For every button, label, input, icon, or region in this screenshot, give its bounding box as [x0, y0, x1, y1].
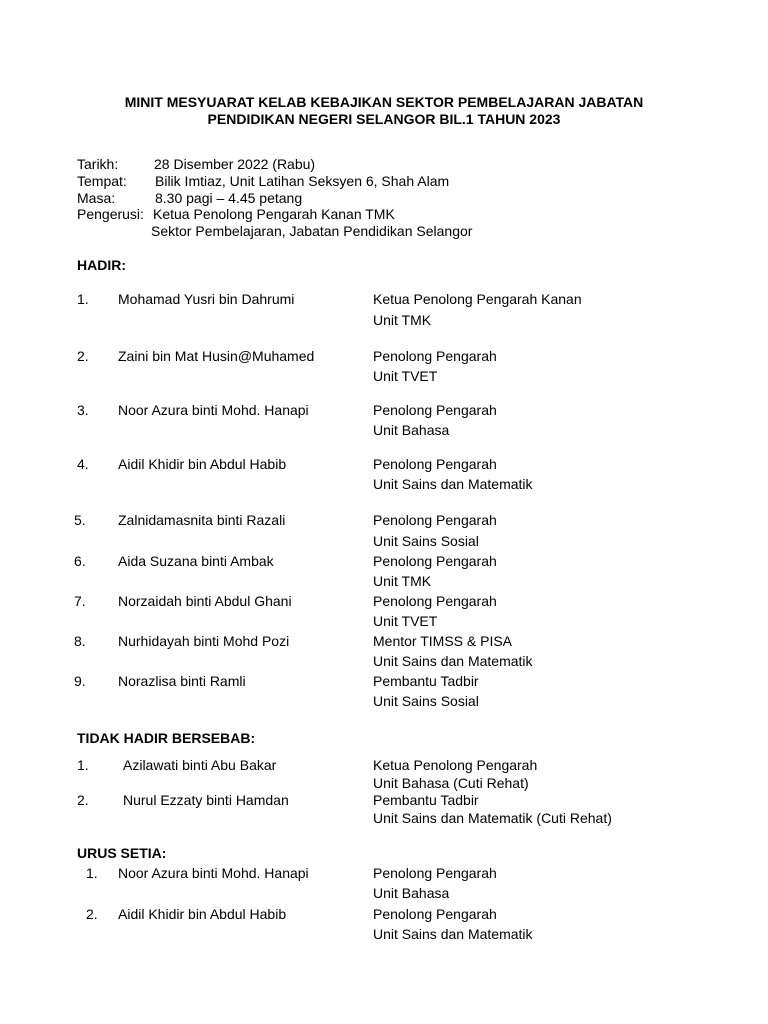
tempat-label: Tempat:	[77, 173, 127, 189]
item-role: Penolong Pengarah	[373, 402, 497, 418]
item-name: Norazlisa binti Ramli	[118, 673, 246, 689]
tarikh-value: 28 Disember 2022 (Rabu)	[154, 156, 316, 172]
tempat-value: Bilik Imtiaz, Unit Latihan Seksyen 6, Shah Alam	[155, 173, 450, 189]
item-name: Zalnidamasnita binti Razali	[118, 512, 286, 528]
item-number: 2.	[86, 906, 98, 922]
item-role: Ketua Penolong Pengarah Kanan	[373, 291, 582, 307]
item-role: Penolong Pengarah	[373, 906, 497, 922]
item-name: Noor Azura binti Mohd. Hanapi	[118, 865, 309, 881]
tarikh-label: Tarikh:	[77, 156, 119, 172]
pengerusi-label: Pengerusi:	[77, 206, 144, 222]
item-unit: Unit Sains Sosial	[373, 533, 479, 549]
item-name: Zaini bin Mat Husin@Muhamed	[118, 348, 315, 364]
pengerusi-line2: Sektor Pembelajaran, Jabatan Pendidikan Selangor	[151, 223, 473, 239]
item-unit: Unit TVET	[373, 613, 438, 629]
pengerusi-line1: Ketua Penolong Pengarah Kanan TMK	[153, 206, 395, 222]
item-number: 8.	[74, 633, 86, 649]
item-number: 1.	[86, 865, 98, 881]
item-role: Penolong Pengarah	[373, 348, 497, 364]
item-number: 2.	[77, 792, 89, 808]
item-name: Aidil Khidir bin Abdul Habib	[118, 456, 287, 472]
item-number: 1.	[77, 291, 89, 307]
document-title-line1: MINIT MESYUARAT KELAB KEBAJIKAN SEKTOR PEMBELAJARAN JABATAN	[124, 94, 644, 110]
item-number: 6.	[74, 553, 86, 569]
item-number: 7.	[74, 593, 86, 609]
document-title-line2: PENDIDIKAN NEGERI SELANGOR BIL.1 TAHUN 2023	[207, 111, 561, 127]
item-name: Aida Suzana binti Ambak	[118, 553, 274, 569]
item-name: Azilawati binti Abu Bakar	[123, 757, 277, 773]
item-number: 2.	[77, 348, 89, 364]
item-number: 3.	[77, 402, 89, 418]
item-unit: Unit TMK	[373, 573, 432, 589]
item-name: Nurhidayah binti Mohd Pozi	[118, 633, 290, 649]
item-role: Penolong Pengarah	[373, 593, 497, 609]
masa-label: Masa:	[77, 190, 116, 206]
item-role: Penolong Pengarah	[373, 865, 497, 881]
item-number: 1.	[77, 757, 89, 773]
item-name: Nurul Ezzaty binti Hamdan	[123, 792, 289, 808]
item-unit: Unit TVET	[373, 368, 438, 384]
item-role: Penolong Pengarah	[373, 553, 497, 569]
hadir-heading: HADIR:	[77, 257, 126, 273]
item-role: Penolong Pengarah	[373, 512, 497, 528]
item-unit: Unit Sains dan Matematik (Cuti Rehat)	[373, 810, 612, 826]
item-name: Noor Azura binti Mohd. Hanapi	[118, 402, 309, 418]
item-number: 4.	[77, 456, 89, 472]
urus-setia-heading: URUS SETIA:	[77, 845, 167, 861]
item-unit: Unit Sains Sosial	[373, 693, 479, 709]
tidak-hadir-heading: TIDAK HADIR BERSEBAB:	[77, 730, 256, 746]
item-role: Penolong Pengarah	[373, 456, 497, 472]
item-unit: Unit Sains dan Matematik	[373, 653, 533, 669]
item-role: Ketua Penolong Pengarah	[373, 757, 538, 773]
item-number: 9.	[74, 673, 86, 689]
item-role: Pembantu Tadbir	[373, 792, 479, 808]
item-role: Mentor TIMSS & PISA	[373, 633, 513, 649]
item-unit: Unit Sains dan Matematik	[373, 476, 533, 492]
item-name: Aidil Khidir bin Abdul Habib	[118, 906, 287, 922]
item-unit: Unit Bahasa	[373, 885, 450, 901]
item-name: Norzaidah binti Abdul Ghani	[118, 593, 292, 609]
item-role: Pembantu Tadbir	[373, 673, 479, 689]
item-number: 5.	[74, 512, 86, 528]
item-unit: Unit Bahasa	[373, 422, 450, 438]
item-unit: Unit Bahasa (Cuti Rehat)	[373, 775, 529, 791]
item-name: Mohamad Yusri bin Dahrumi	[118, 291, 295, 307]
item-unit: Unit Sains dan Matematik	[373, 926, 533, 942]
item-unit: Unit TMK	[373, 312, 432, 328]
masa-value: 8.30 pagi – 4.45 petang	[155, 190, 303, 206]
